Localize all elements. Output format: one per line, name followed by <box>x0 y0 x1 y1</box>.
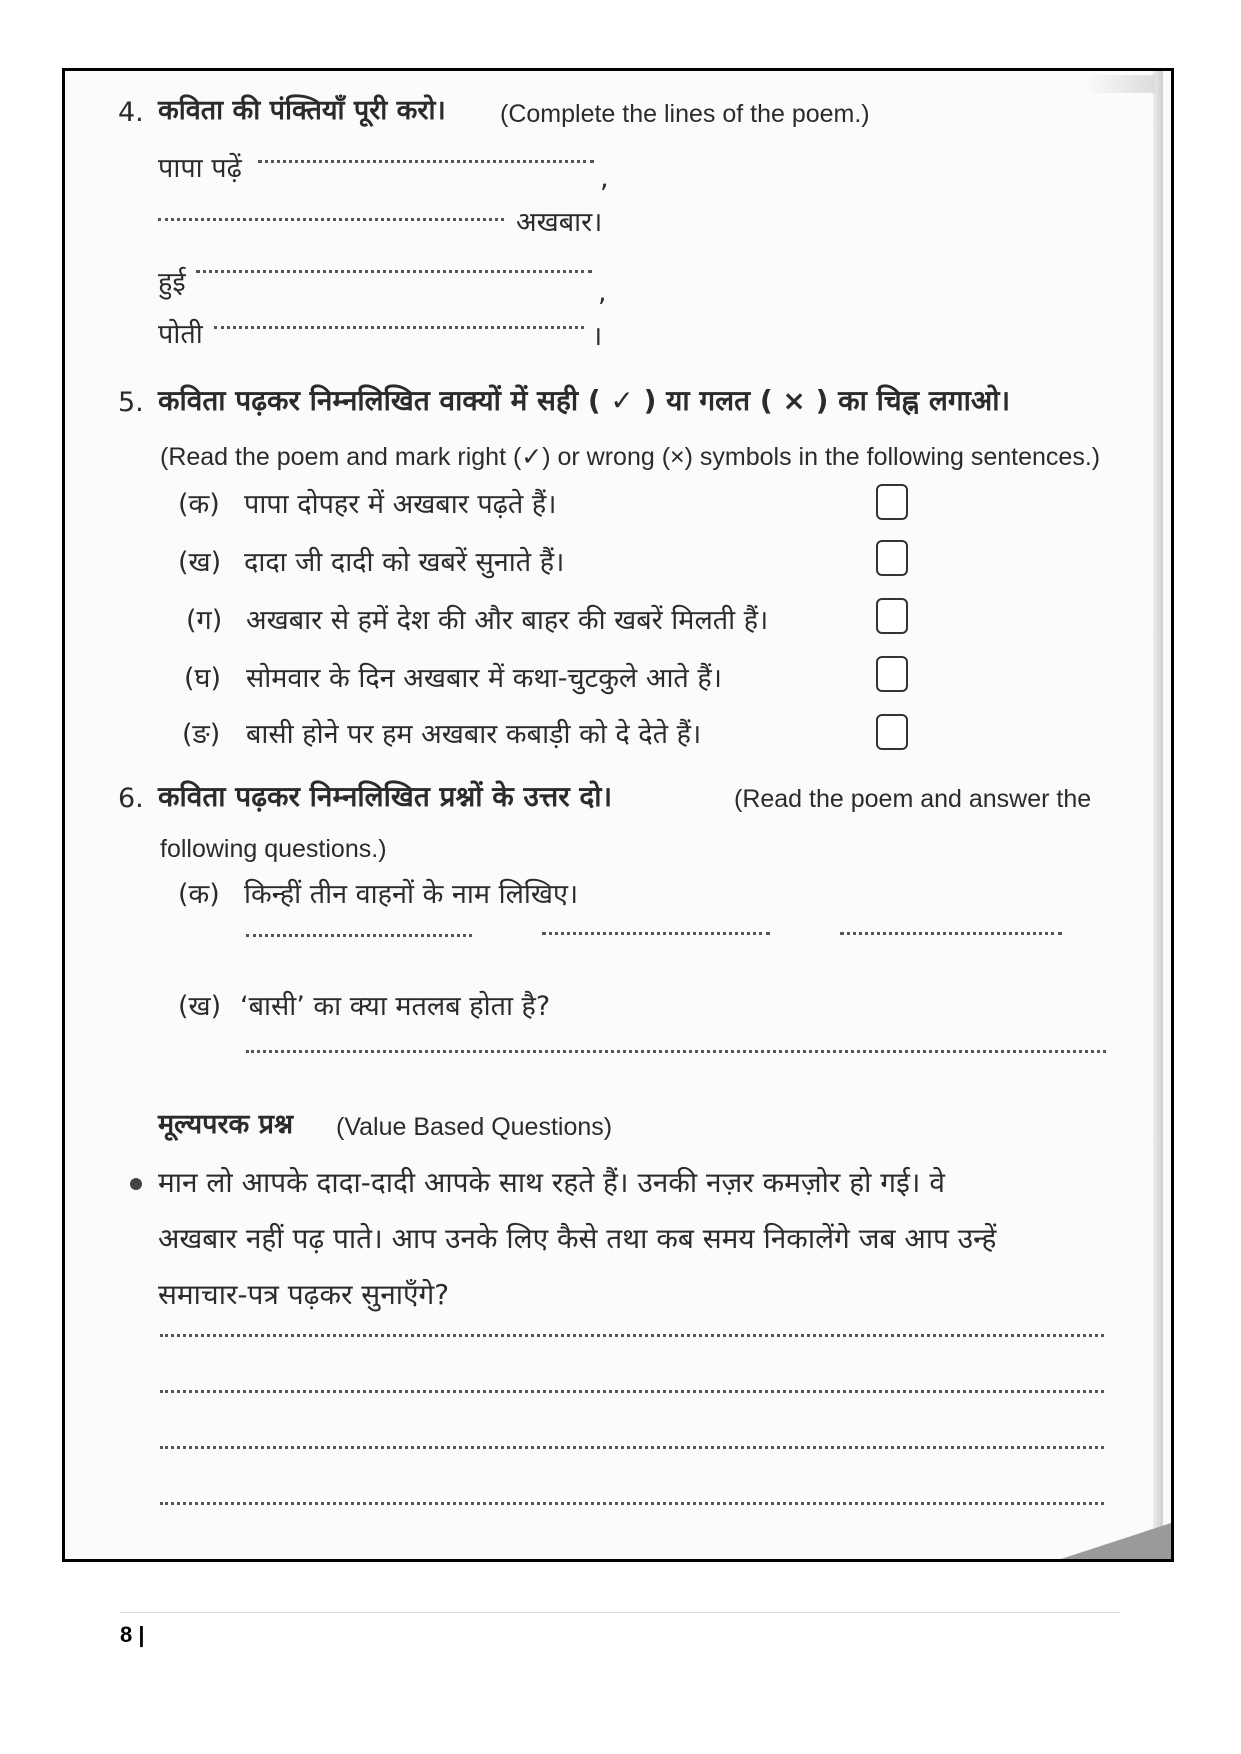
q4-line2-end: अखबार। <box>516 207 603 238</box>
value-heading-english: (Value Based Questions) <box>336 1113 613 1141</box>
q6b-label: (ख) <box>178 991 222 1022</box>
q5-item-d-checkbox[interactable] <box>876 656 908 692</box>
page-curl-bottom <box>1061 1523 1171 1559</box>
q6-title-english: (Read the poem and answer the <box>734 785 1092 813</box>
q4-number: 4. <box>118 97 144 128</box>
bullet-icon <box>130 1178 142 1190</box>
q6-number: 6. <box>118 783 144 814</box>
q5-item-e-text: बासी होने पर हम अखबार कबाड़ी को दे देते हैं। <box>246 719 702 750</box>
q5-item-a-text: पापा दोपहर में अखबार पढ़ते हैं। <box>244 489 557 520</box>
q5-item-c-checkbox[interactable] <box>876 598 908 634</box>
q6a-label: (क) <box>178 879 220 910</box>
value-answer-line-3[interactable] <box>160 1446 1104 1449</box>
value-answer-line-2[interactable] <box>160 1390 1104 1393</box>
q5-number: 5. <box>118 387 144 418</box>
q4-line1-blank[interactable] <box>258 160 594 163</box>
q5-item-b-text: दादा जी दादी को खबरें सुनाते हैं। <box>244 547 565 578</box>
page-number: 8 | <box>120 1622 145 1647</box>
q4-line1-end: , <box>600 163 609 194</box>
q6b-answer-blank[interactable] <box>246 1050 1106 1053</box>
q5-item-b-checkbox[interactable] <box>876 540 908 576</box>
value-question-line-1: मान लो आपके दादा-दादी आपके साथ रहते हैं। उनकी नज़र कमज़ोर हो गई। वे <box>158 1166 945 1199</box>
q5-title-hindi: कविता पढ़कर निम्नलिखित वाक्यों में सही ( ✓ ) या गलत ( × ) का चिह्न लगाओ। <box>158 384 1011 417</box>
q6a-text: किन्हीं तीन वाहनों के नाम लिखिए। <box>244 879 579 910</box>
q4-line3-start: हुई <box>158 267 186 298</box>
q4-title-hindi: कविता की पंक्तियाँ पूरी करो। <box>158 95 446 126</box>
value-answer-line-4[interactable] <box>160 1502 1104 1505</box>
value-answer-line-1[interactable] <box>160 1334 1104 1337</box>
q4-line1-start: पापा पढ़ें <box>158 153 242 184</box>
q4-line2-blank[interactable] <box>158 218 504 221</box>
q5-item-b-label: (ख) <box>178 547 222 578</box>
q4-line3-blank[interactable] <box>196 270 592 273</box>
q5-item-d-text: सोमवार के दिन अखबार में कथा-चुटकुले आते हैं। <box>246 663 722 694</box>
footer-rule <box>120 1612 1120 1613</box>
q5-item-c-text: अखबार से हमें देश की और बाहर की खबरें मिलती हैं। <box>246 605 769 636</box>
q5-item-e-checkbox[interactable] <box>876 714 908 750</box>
q6-title-hindi: कविता पढ़कर निम्नलिखित प्रश्नों के उत्तर दो। <box>158 780 613 813</box>
q5-item-e-label: (ङ) <box>182 719 221 750</box>
q4-line4-end: । <box>592 321 603 352</box>
q6a-answer-blank-1[interactable] <box>246 934 472 937</box>
q4-line4-start: पोती <box>158 319 203 350</box>
value-question-line-2: अखबार नहीं पढ़ पाते। आप उनके लिए कैसे तथा कब समय निकालेंगे जब आप उन्हें <box>158 1222 997 1255</box>
q4-line4-blank[interactable] <box>214 326 584 329</box>
q6a-answer-blank-3[interactable] <box>840 932 1062 935</box>
q5-title-english: (Read the poem and mark right (✓) or wrong (×) symbols in the following sentences.) <box>160 443 1101 471</box>
q4-line3-end: , <box>598 277 607 308</box>
q5-item-d-label: (घ) <box>184 663 222 694</box>
q6b-text: ‘बासी’ का क्या मतलब होता है? <box>240 991 551 1022</box>
value-heading-hindi: मूल्यपरक प्रश्न <box>158 1109 294 1140</box>
q5-item-c-label: (ग) <box>186 605 223 636</box>
q6a-answer-blank-2[interactable] <box>542 932 770 935</box>
q4-title-english: (Complete the lines of the poem.) <box>500 100 870 128</box>
q6-title-english-cont: following questions.) <box>160 835 387 863</box>
q5-item-a-label: (क) <box>178 489 220 520</box>
q5-item-a-checkbox[interactable] <box>876 484 908 520</box>
page-curl-top <box>1085 75 1155 93</box>
scan-edge <box>1153 71 1163 1559</box>
value-question-line-3: समाचार-पत्र पढ़कर सुनाएँगे? <box>158 1278 450 1311</box>
